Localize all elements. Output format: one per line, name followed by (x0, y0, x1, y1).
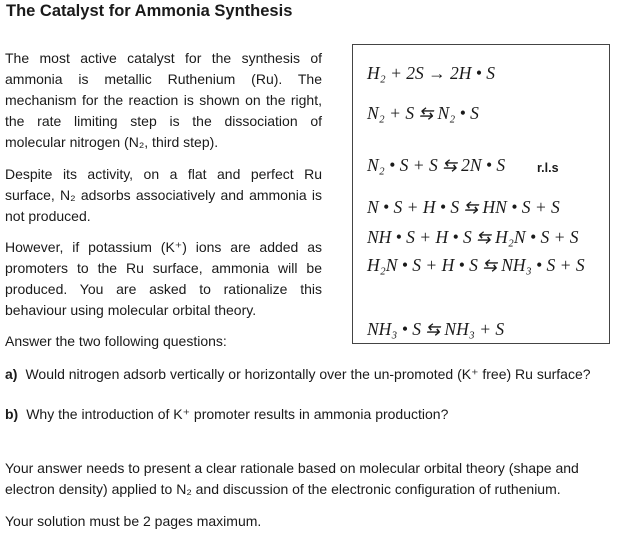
rate-limiting-step-label: r.l.s (537, 161, 559, 175)
intro-paragraph-2: Despite its activity, on a flat and perfect Ru surface, N₂ adsorbs associatively and ammonia is not produced. (5, 166, 322, 224)
answer-instructions-line-2: electron density) applied to N₂ and discussion of the electronic configuration of ruthenium. (5, 481, 561, 497)
mechanism-step-7: NH₃ • S ⇆ NH₃ + S (367, 319, 505, 339)
question-a-text: Would nitrogen adsorb vertically or horizontally over the un-promoted (K⁺ free) Ru surface? (25, 366, 591, 382)
mechanism-box (352, 44, 610, 344)
question-a (5, 364, 591, 385)
mechanism-step-4: N • S + H • S ⇆ HN • S + S (367, 197, 560, 217)
answer-instructions-line-1: Your answer needs to present a clear rationale based on molecular orbital theory (shape and (5, 460, 579, 476)
mechanism-step-2: N₂ + S ⇆ N₂ • S (367, 103, 479, 123)
intro-paragraph-3: However, if potassium (K⁺) ions are added as promoters to the Ru surface, ammonia will be produced. You are asked to rationalize this behaviour using molecular orbital theory. (5, 239, 322, 318)
question-b-label: b) (5, 406, 19, 422)
question-b (5, 404, 448, 425)
question-a-label: a) (5, 366, 18, 382)
question-b-text: Why the introduction of K⁺ promoter results in ammonia production? (26, 406, 449, 422)
mechanism-step-3: N₂ • S + S ⇆ 2N • S (367, 155, 506, 175)
intro-paragraph-1: The most active catalyst for the synthesis of ammonia is metallic Ruthenium (Ru). The mechanism for the reaction is shown on the right, the rate limiting step is the dissociation of molecular nitrogen (N₂, third step). (5, 50, 322, 150)
questions-prompt: Answer the two following questions: (5, 333, 227, 349)
mechanism-step-5: NH • S + H • S ⇆ H₂N • S + S (367, 227, 579, 247)
mechanism-step-1: H₂ + 2S → 2H • S (367, 63, 496, 83)
mechanism-step-6: H₂N • S + H • S ⇆ NH₃ • S + S (367, 255, 585, 275)
page-limit-note: Your solution must be 2 pages maximum. (5, 513, 262, 529)
page-title: The Catalyst for Ammonia Synthesis (6, 2, 293, 20)
